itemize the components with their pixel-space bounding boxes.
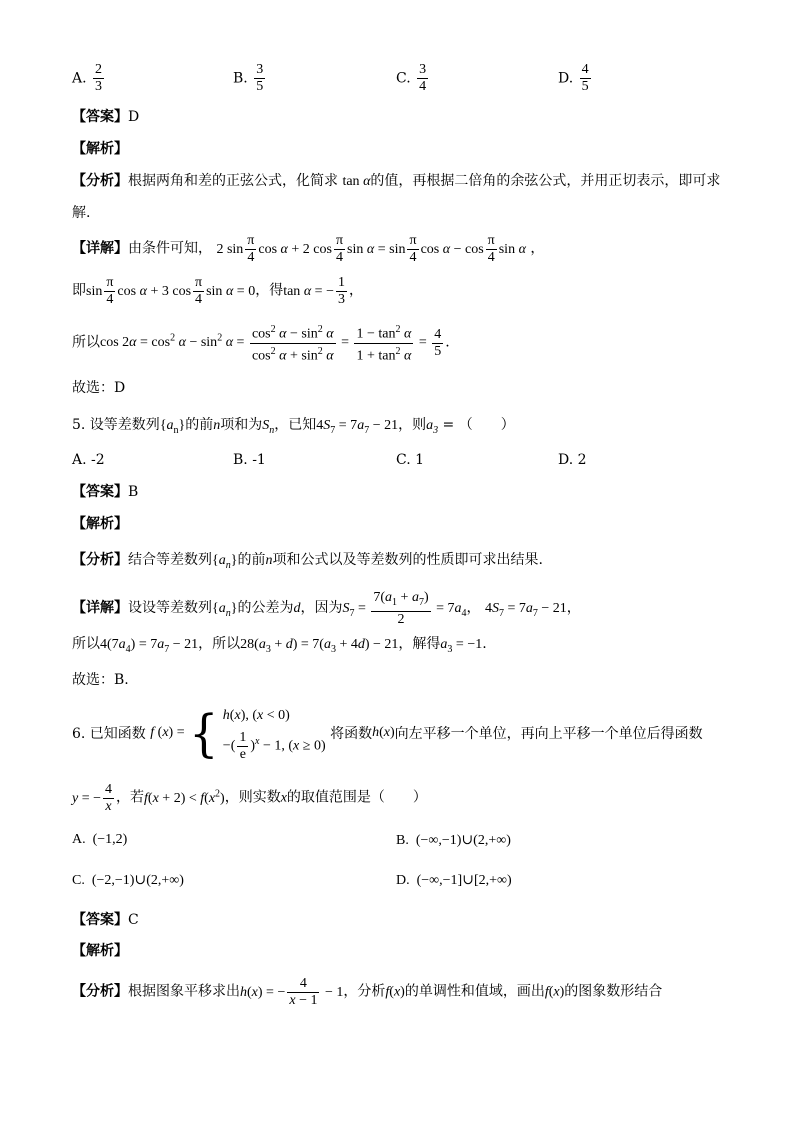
q4-detail-line1: 【详解】由条件可知， 2 sin $\frac{\pi}{4}$ cos α + 2 cos $\frac{\pi}{4}$ sin α = sin $\frac{\pi}{4}$ cos α − cos $\frac{\pi}{4}$ sin α ，	[72, 233, 545, 265]
option-letter: A.	[72, 70, 87, 87]
q5-option-a: A. -2	[72, 452, 105, 468]
option-letter: C.	[396, 70, 411, 87]
q6-analysis-tag: 【解析】	[72, 943, 128, 959]
q6-option-b: B. (−∞,−1)∪(2,+∞)	[396, 833, 511, 848]
q6-option-d: D. (−∞,−1]∪[2,+∞)	[396, 873, 512, 888]
math-expression: $\cos 2\alpha = \cos^2 \alpha - \sin^2 \alpha$ = $\frac{\cos^2 \alpha - \sin^2 \alpha}{\cos^2 \alpha + \sin^2 \alpha}$ = $\frac{1 - \tan^2 \alpha}{1 + \tan^2 \alpha}$ = $\frac{4}{5}$	[100, 324, 442, 364]
math-expression: 2 sin $\frac{\pi}{4}$ cos α + 2 cos $\frac{\pi}{4}$ sin α = sin $\frac{\pi}{4}$ cos α − cos $\frac{\pi}{4}$ sin α	[216, 233, 526, 265]
detail-tag: 【详解】	[72, 240, 128, 257]
q4-option-c	[396, 62, 430, 95]
fraction: $\frac{4}{5}$	[581, 62, 589, 94]
q6-fenxi: 【分析】根据图象平移求出h(x) = − $\frac{4}{x - 1}$ − 1，分析f(x)的单调性和值域，画出f(x)的图象数形结合	[72, 976, 663, 1008]
math-expression: $f(x + 2) < f(x^2)$	[144, 788, 225, 806]
q4-option-b	[233, 62, 267, 95]
q6-stem-line2: y = − $\frac{4}{x}$ ，若$f(x + 2) < f(x^2)$，则实数x的取值范围是（ ）	[72, 782, 427, 814]
q4-fenxi: 【分析】根据两角和差的正弦公式，化简求 tan α的值，再根据二倍角的余弦公式，并用正切表示，即可求	[72, 173, 721, 189]
answer-tag: 【答案】	[72, 109, 128, 125]
q5-detail-line1: 【详解】设设等差数列$\{a_n\}$的公差为d，因为$S_7$ = $\frac{7(a_1 + a_7)}{2}$ = $7a_4$， $4S_7 = 7a_7 - 21$，	[72, 590, 581, 627]
fraction: $\frac{3}{4}$	[419, 62, 427, 94]
math-expression: tan α = − $\frac{1}{3}$	[283, 275, 345, 307]
piecewise-cases: h(x), (x < 0) −( $\frac{1}{e}$ )$^x$ − 1, (x ≥ 0)	[222, 708, 326, 762]
math-expression: sin $\frac{\pi}{4}$ cos α + 3 cos $\frac{\pi}{4}$ sin α = 0	[86, 275, 256, 307]
q5-analysis-tag: 【解析】	[72, 516, 128, 532]
q5-answer: 【答案】B	[72, 484, 139, 500]
q4-conclusion: 故选：D	[72, 380, 126, 396]
q4-option-a	[72, 62, 106, 95]
q5-option-b: B. -1	[233, 452, 266, 468]
math-expression: $28(a_3 + d) = 7(a_3 + 4d) - 21$	[240, 637, 399, 655]
math-expression: $4S_7 = 7a_7 - 21$	[316, 418, 399, 436]
fraction: $\frac{2}{3}$	[95, 62, 103, 94]
q4-detail-line2: 即sin $\frac{\pi}{4}$ cos α + 3 cos $\frac{\pi}{4}$ sin α = 0，得tan α = − $\frac{1}{3}$ ，	[72, 275, 363, 307]
q4-fenxi-cont: 解.	[72, 205, 91, 221]
q5-option-d: D. 2	[558, 452, 587, 468]
q6-stem-line1: 6. 已知函数 f (x) = { h(x), (x < 0) −( $\frac{1}{e}$ )$^x$ − 1, (x ≥ 0) 将函数h(x)向左平移一个单位，再向上平移一个单位后得函数	[72, 703, 703, 763]
q4-option-d	[558, 62, 593, 95]
math-expression: h(x) = − $\frac{4}{x - 1}$ − 1	[240, 976, 344, 1008]
math-expression: $\{a_n\}$	[159, 418, 186, 436]
fenxi-tag: 【分析】	[72, 173, 128, 189]
q6-answer: 【答案】C	[72, 912, 139, 928]
math-expression: tan α	[342, 174, 371, 189]
q4-detail-line3: 所以$\cos 2\alpha = \cos^2 \alpha - \sin^2 \alpha$ = $\frac{\cos^2 \alpha - \sin^2 \alpha}{\cos^2 \alpha + \sin^2 \alpha}$ = $\frac{1 - \tan^2 \alpha}{1 + \tan^2 \alpha}$ = $\frac{4}{5}$ .	[72, 324, 450, 364]
q5-fenxi: 【分析】结合等差数列$\{a_n\}$的前n项和公式以及等差数列的性质即可求出结果.	[72, 552, 543, 571]
q5-conclusion: 故选：B.	[72, 672, 129, 688]
q6-option-c: C. (−2,−1)∪(2,+∞)	[72, 873, 184, 888]
math-expression: y = − $\frac{4}{x}$	[72, 782, 113, 814]
answer-value: D	[128, 109, 140, 125]
q5-detail-line2: 所以$4(7a_4) = 7a_7 - 21$，所以$28(a_3 + d) = 7(a_3 + 4d) - 21$，解得$a_3 = -1$.	[72, 636, 487, 655]
left-brace: {	[189, 703, 219, 763]
q4-analysis-tag: 【解析】	[72, 141, 128, 157]
q5-option-c: C. 1	[396, 452, 425, 468]
option-letter: D.	[558, 70, 574, 87]
math-expression: $a_3 = -1$	[440, 637, 483, 655]
q4-answer	[72, 107, 139, 127]
math-expression: f (x) =	[150, 724, 185, 740]
option-letter: B.	[233, 70, 248, 87]
math-expression: $S_7$ = $\frac{7(a_1 + a_7)}{2}$ = $7a_4$	[342, 590, 467, 627]
q6-option-a: A. (−1,2)	[72, 832, 128, 847]
math-expression: $4(7a_4) = 7a_7 - 21$	[100, 637, 199, 655]
q5-stem: 5. 设等差数列$\{a_n\}$的前n项和为$S_n$，已知$4S_7 = 7a_7 - 21$，则$a_3$ = （ ）	[72, 417, 515, 436]
fraction: $\frac{3}{5}$	[256, 62, 264, 94]
